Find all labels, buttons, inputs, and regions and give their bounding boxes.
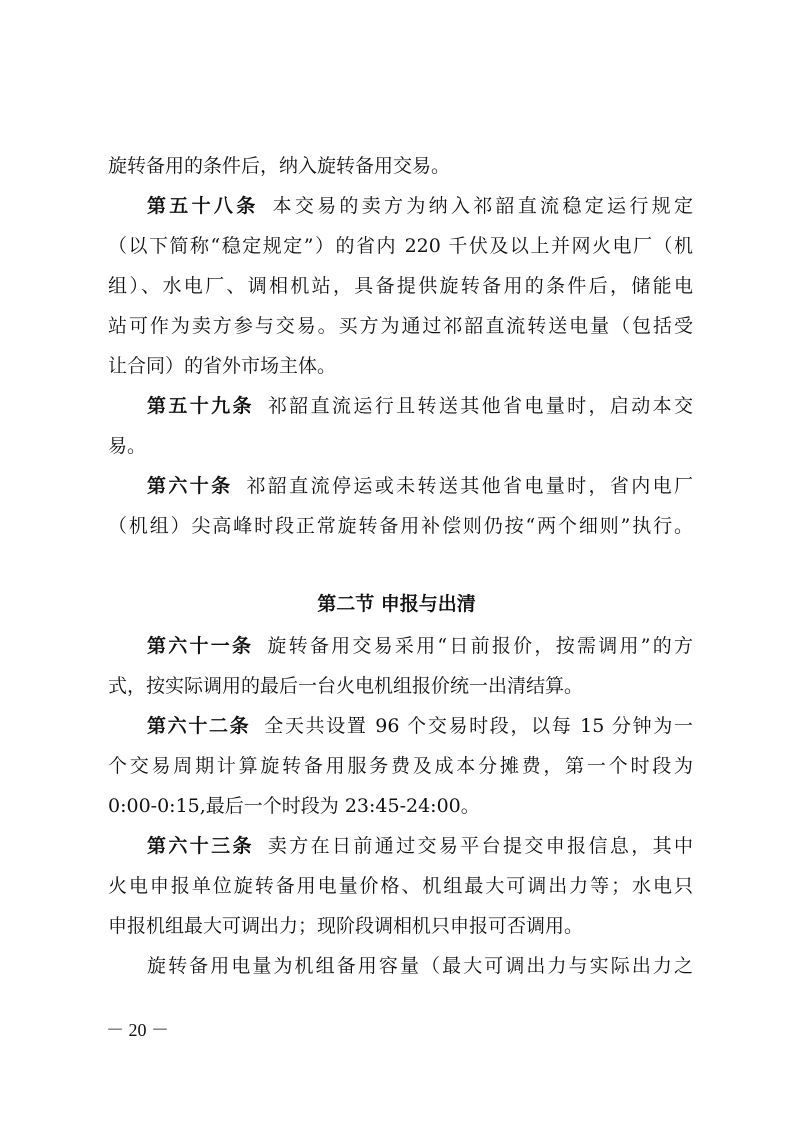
paragraph-line: 旋转备用的条件后，纳入旋转备用交易。 [108,155,451,177]
article-60-label: 第六十条 [147,475,233,497]
paragraph-line: 申报机组最大可调出力；现阶段调相机只申报可否调用。 [108,915,584,937]
article-63-label: 第六十三条 [147,835,254,857]
paragraph-text: 旋转备用交易采用“日前报价，按需调用”的方 [267,635,693,657]
article-62-first-line [147,712,693,740]
article-61-label: 第六十一条 [147,635,254,657]
paragraph-line: 旋转备用电量为机组备用容量（最大可调出力与实际出力之 [147,955,693,977]
paragraph-text: 全天共设置 96 个交易时段，以每 15 分钟为一 [264,715,693,737]
paragraph-line: 组）、水电厂、调相机站，具备提供旋转备用的条件后，储能电 [108,275,693,297]
article-62-label: 第六十二条 [147,715,251,737]
paragraph-line: （以下简称“稳定规定”）的省内 220 千伏及以上并网火电厂（机 [108,235,693,257]
article-58-first-line [147,192,693,220]
paragraph-text: 祁韶直流运行且转送其他省电量时，启动本交 [267,395,693,417]
paragraph-text: 本交易的卖方为纳入祁韶直流稳定运行规定 [272,195,693,217]
paragraph-line: 个交易周期计算旋转备用服务费及成本分摊费，第一个时段为 [108,755,693,777]
paragraph-text: 卖方在日前通过交易平台提交申报信息，其中 [267,835,693,857]
paragraph-line: （机组）尖高峰时段正常旋转备用补偿则仍按“两个细则”执行。 [108,515,693,537]
paragraph-line: 让合同）的省外市场主体。 [108,355,337,377]
article-59-first-line [147,392,693,420]
paragraph-line: 式，按实际调用的最后一台火电机组报价统一出清结算。 [108,675,584,697]
section-heading: 第二节 申报与出清 [317,593,476,615]
article-58-label: 第五十八条 [147,195,259,217]
paragraph-line: 易。 [108,435,147,457]
paragraph-line: 0:00-0:15,最后一个时段为 23:45-24:00。 [108,795,480,817]
paragraph-line: 站可作为卖方参与交易。买方为通过祁韶直流转送电量（包括受 [108,315,693,337]
article-61-first-line [147,632,693,660]
paragraph-text: 祁韶直流停运或未转送其他省电量时，省内电厂 [246,475,693,497]
article-63-first-line [147,832,693,860]
article-59-label: 第五十九条 [147,395,254,417]
article-60-first-line [147,472,693,500]
paragraph-line: 火电申报单位旋转备用电量价格、机组最大可调出力等；水电只 [108,875,693,897]
page-number: － 20 － [106,1020,169,1040]
